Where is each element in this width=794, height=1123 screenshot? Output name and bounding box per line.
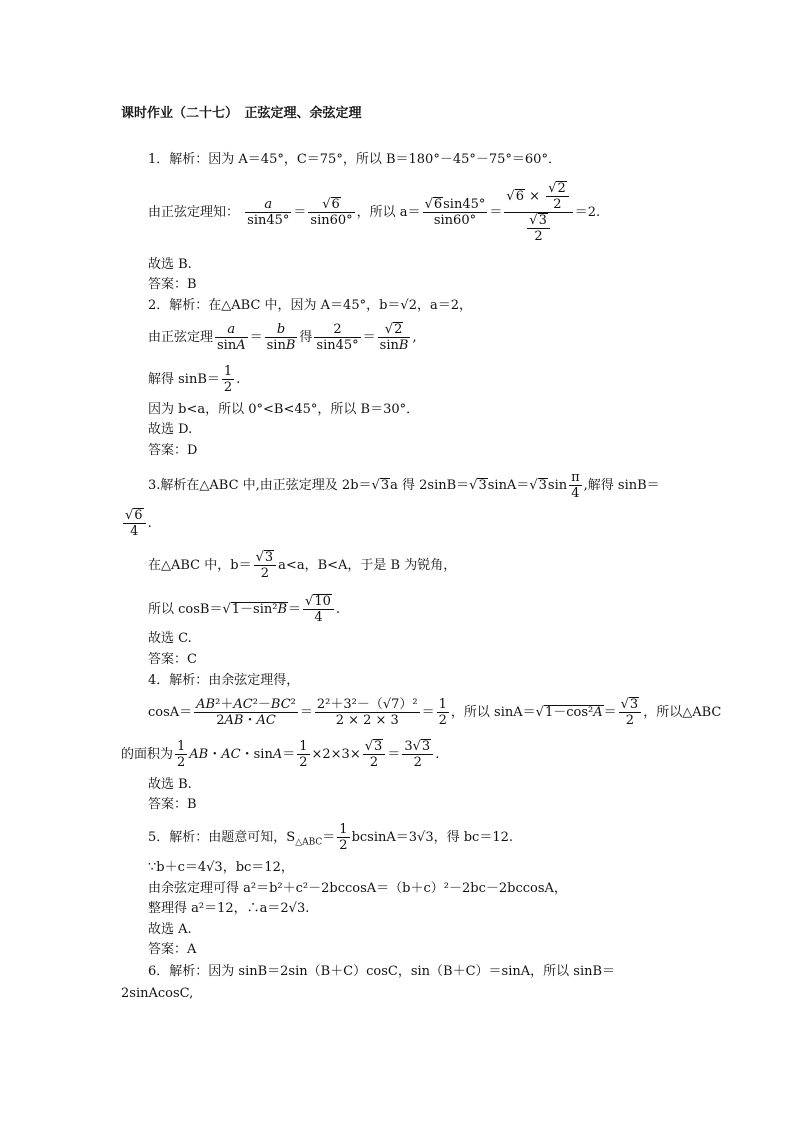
p4-line1: 4．解析：由余弦定理得， <box>148 673 300 688</box>
p2-line2-middle: 得 <box>299 330 313 345</box>
p3-line1-c: sinA＝ <box>487 478 530 493</box>
p2-line1: 2．解析：在△ABC 中，因为 A＝45°，b＝√2，a＝2， <box>148 298 472 313</box>
fraction: $\frac{√3}{2}$ <box>254 550 277 581</box>
p2-line4: 因为 b<a，所以 0°<B<45°，所以 B＝30°． <box>148 402 420 417</box>
fraction: $\frac{2}{\sin 45^\circ}$ <box>316 322 359 353</box>
fraction: $\frac{√6}{\sin 60^\circ}$ <box>310 197 353 228</box>
fraction: $\frac{a}{\sin 45^\circ}$ <box>247 197 290 228</box>
p3-line1-d: sin <box>547 478 568 493</box>
p1-line2-end: ＝2. <box>574 205 601 220</box>
p3-line1-a: 3.解析在△ABC 中,由正弦定理及 2b＝ <box>148 478 372 493</box>
p3-line1: 3.解析在△ABC 中,由正弦定理及 2b＝√3a 得 2sinB＝√3sinA＝√3sin $\frac{\pi}{4}$ ,解得 sinB＝ <box>148 470 660 501</box>
fraction: $\frac{√3}{2}$ <box>527 213 550 244</box>
p5-line1-sub: △ABC <box>295 837 323 848</box>
p6-line2: 2sinAcosC, <box>121 986 194 1001</box>
p5-answer: 答案：A <box>148 942 197 957</box>
p3-line3-a: 在△ABC 中，b＝ <box>148 558 252 573</box>
p5-line1-a: 5．解析：由题意可知，S <box>148 830 296 845</box>
p4-line3: 的面积为 $\frac{1}{2}$ AB・AC・sinA＝ $\frac{1}{2}$ ×2×3× $\frac{√3}{2}$ ＝ $\frac{3√3}{2}$ . <box>121 739 440 770</box>
p3-line2: $\frac{√6}{4}$ . <box>125 508 152 539</box>
fraction: √6 × $\frac{√2}{2}$ $\frac{√3}{2}$ <box>504 181 572 244</box>
p5-line3: 由余弦定理可得 a²＝b²＋c²－2bccosA＝（b＋c）²－2bc－2bccosA， <box>148 881 567 896</box>
p2-line3-prefix: 解得 sinB＝ <box>148 372 220 387</box>
fraction: $\frac{√2}{2}$ <box>546 181 569 212</box>
fraction: $\frac{a}{\sin A}$ <box>217 322 246 353</box>
p2-answer: 答案：D <box>148 443 198 458</box>
fraction: $\frac{1}{2}$ <box>223 364 233 395</box>
fraction: $\frac{√3}{2}$ <box>363 739 386 770</box>
p1-line2: 由正弦定理知： $\frac{a}{\sin 45^\circ}$ ＝ $\frac{√6}{\sin 60^\circ}$ ，所以 a＝ $\frac{√6\sin 45^\circ}{\sin 60^\circ}$ ＝ √6 × $\frac{√2}{2}$ $\frac{√3}{2}$ ＝2. <box>148 181 601 244</box>
fraction: $\frac{\text{AB²＋AC²－BC²}}{2AB・AC}$ <box>196 697 296 728</box>
p2-line5: 故选 D. <box>148 422 193 437</box>
p4-line3-a: 的面积为 <box>121 747 174 762</box>
fraction: $\frac{\text{2²＋3²－（√7）²}}{2 \times 2 \times 3}$ <box>316 697 418 728</box>
p3-line4: 所以 cosB＝√1－sin²B＝ $\frac{√10}{4}$ . <box>148 594 341 625</box>
p1-line2-middle: ，所以 a＝ <box>356 205 421 220</box>
p4-line4: 故选 B. <box>148 777 192 792</box>
page-title: 课时作业（二十七） 正弦定理、余弦定理 <box>121 106 362 121</box>
p4-answer: 答案：B <box>148 797 197 812</box>
fraction: $\frac{√2}{\sin B}$ <box>379 322 409 353</box>
p5-line4: 整理得 a²＝12，∴a＝2√3. <box>148 901 310 916</box>
fraction: $\frac{1}{2}$ <box>299 739 308 770</box>
fraction: $\frac{√6\sin 45^\circ}{\sin 60^\circ}$ <box>424 197 486 228</box>
fraction: $\frac{1}{2}$ <box>339 822 348 853</box>
p2-line2-prefix: 由正弦定理 <box>148 330 214 345</box>
fraction: $\frac{1}{2}$ <box>438 697 447 728</box>
fraction: $\frac{1}{2}$ <box>177 739 186 770</box>
p1-line2-prefix: 由正弦定理知： <box>148 205 240 220</box>
p3-line1-e: ,解得 sinB＝ <box>583 478 660 493</box>
fraction: $\frac{b}{\sin B}$ <box>266 322 296 353</box>
p4-line2: cosA＝ $\frac{\text{AB²＋AC²－BC²}}{2AB・AC}$ ＝ $\frac{\text{2²＋3²－（√7）²}}{2 \times 2 \times 3}$ ＝ $\frac{1}{2}$ ，所以 sinA＝√1－cos²A＝ $\frac{√3}{2}$ ，所以△ABC <box>148 697 722 728</box>
p4-line2-a: cosA＝ <box>148 705 193 720</box>
p5-line5: 故选 A. <box>148 922 192 937</box>
fraction: $\frac{\pi}{4}$ <box>571 470 580 501</box>
p4-line2-c: ，所以△ABC <box>643 705 722 720</box>
p6-line1: 6．解析：因为 sinB＝2sin（B＋C）cosC，sin（B＋C）＝sinA，所以 sinB＝ <box>148 964 616 979</box>
p2-line2: 由正弦定理 $\frac{a}{\sin A}$ ＝ $\frac{b}{\sin B}$ 得 $\frac{2}{\sin 45^\circ}$ ＝ $\frac{√2}{\sin B}$ , <box>148 322 417 353</box>
fraction: $\frac{√10}{4}$ <box>303 594 334 625</box>
p2-line3: 解得 sinB＝ $\frac{1}{2}$ . <box>148 364 241 395</box>
p1-line1: 1．解析：因为 A＝45°，C＝75°，所以 B＝180°－45°－75°＝60°． <box>148 152 561 167</box>
p3-line4-a: 所以 cosB＝ <box>148 602 223 617</box>
p3-line1-b: a 得 2sinB＝ <box>390 478 470 493</box>
fraction: $\frac{√6}{4}$ <box>123 508 146 539</box>
p4-line2-b: ，所以 sinA＝ <box>450 705 536 720</box>
p5-line1: 5．解析：由题意可知，$S_{\triangle ABC}=$ $\frac{1}{2}$ bcsinA＝3√3，得 bc＝12. <box>148 822 514 853</box>
p1-line3: 故选 B. <box>148 257 192 272</box>
p3-line5: 故选 C. <box>148 631 192 646</box>
p5-line1-b: bcsinA＝3√3，得 bc＝12. <box>351 830 514 845</box>
fraction: $\frac{√3}{2}$ <box>619 697 642 728</box>
p3-line3-b: a<a，B<A，于是 B 为锐角， <box>278 558 457 573</box>
p3-line3 <box>148 548 456 584</box>
fraction: $\frac{3√3}{2}$ <box>402 739 433 770</box>
p1-answer: 答案：B <box>148 277 197 292</box>
p3-answer: 答案：C <box>148 652 197 667</box>
p5-line2: ∵b＋c＝4√3，bc＝12， <box>148 860 294 875</box>
